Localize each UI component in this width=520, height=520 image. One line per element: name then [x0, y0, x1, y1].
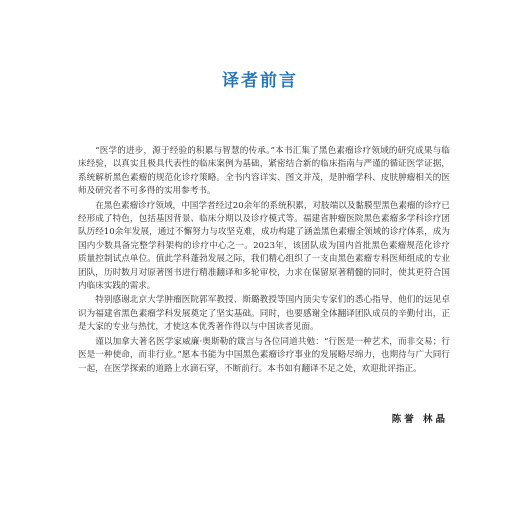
paragraph-1: “医学的进步，源于经验的积累与智慧的传承。”本书汇集了黑色素瘤诊疗领域的研究成果与临床经验，以真实且极具代表性的临床案例为基础，紧密结合新的临床指南与严谨的循证医学证据，系统解析黑色素瘤的规范化诊疗策略。全书内容详实、图文并茂，是肿瘤学科、皮肤肿瘤相关的医师及研究者不可多得的实用参考书。	[78, 146, 450, 197]
paragraph-4: 谨以加拿大著名医学家威廉·奥斯勒的箴言与各位同道共勉：“行医是一种艺术，而非交易；行医是一种使命，而非行业。”愿本书能为中国黑色素瘤诊疗事业的发展略尽绵力，也期待与广大同行一起，在医学探索的道路上水滴石穿，不断前行。本书如有翻译不足之处，欢迎批评指正。	[78, 336, 450, 374]
paragraph-3: 特别感谢北京大学肿瘤医院郭军教授、斯璐教授等国内顶尖专家们的悉心指导，他们的远见卓识为福建省黑色素瘤学科发展奠定了坚实基础。同时，也要感谢全体翻译团队成员的辛勤付出，正是大家的专业与热忱，才使这本优秀著作得以与中国读者见面。	[78, 295, 450, 333]
paragraph-2: 在黑色素瘤诊疗领域，中国学者经过20余年的系统积累，对肢端以及黏膜型黑色素瘤的诊疗已经形成了特色，包括基因背景、临床分期以及诊疗模式等。福建省肿瘤医院黑色素瘤多学科诊疗团队历经10余年发展，通过不懈努力与攻坚克难，成功构建了涵盖黑色素瘤全领域的诊疗体系，成为国内少数具备完整学科架构的诊疗中心之一。2023年，该团队成为国内首批黑色素瘤规范化诊疗质量控制试点单位。值此学科蓬勃发展之际，我们精心组织了一支由黑色素瘤专科医师组成的专业团队，历时数月对原著图书进行精准翻译和多轮审校，力求在保留原著精髓的同时，使其更符合国内临床实践的需求。	[78, 200, 450, 292]
page-title: 译者前言	[222, 71, 298, 91]
preface-body	[78, 145, 450, 377]
translator-signature: 陈誉 林晶	[391, 414, 448, 425]
